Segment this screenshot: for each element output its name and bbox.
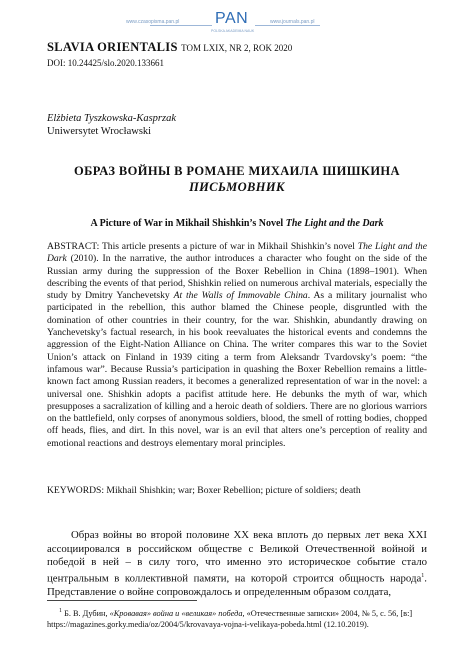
footnote-text-2: , «Отечественные записки» 2004, № 5, с. 56, [в:] https://magazines.gorky.media/oz/2004/5/krovavaya-vojna-i-velikaya-pobeda.html (12.10.2019). xyxy=(47,608,413,629)
abstract-novel-title: The Light and the Dark xyxy=(47,241,427,265)
keywords xyxy=(47,485,427,497)
keywords-label: KEYWORDS: xyxy=(47,485,105,496)
header-divider-right xyxy=(255,25,320,26)
title-english-novel: The Light and the Dark xyxy=(285,218,384,229)
pan-logo: PAN xyxy=(215,10,249,27)
header-url-right[interactable]: www.journals.pan.pl xyxy=(270,19,315,25)
header-url-left[interactable]: www.czasopisma.pan.pl xyxy=(126,19,180,25)
abstract-study-title: At the Walls of Immovable China xyxy=(173,290,308,302)
body-paragraph xyxy=(47,529,427,600)
journal-title xyxy=(47,40,292,55)
footnote-ref[interactable]: 1 xyxy=(421,572,425,579)
footnote-divider xyxy=(47,600,197,601)
footnote-number: 1 xyxy=(59,608,62,614)
abstract-text-2: (2010). In the narrative, the author introduces a character who fought on the side of the Russian army during the suppression of the Boxer Rebellion in China (1898–1901). When describing the events of that period, Shishkin relied on numerous archival materials, especially the study by Dmitry Yanchevetsky xyxy=(47,253,427,302)
abstract-label: ABSTRACT: xyxy=(47,241,100,252)
journal-name: SLAVIA ORIENTALIS xyxy=(47,40,178,54)
body-text-2: . Представление о войне сопровождалось и определенным образом солдата, xyxy=(47,572,427,598)
footnote xyxy=(47,606,427,630)
title-english xyxy=(47,218,427,229)
abstract-text-1: This article presents a picture of war in Mikhail Shishkin’s novel xyxy=(99,241,358,252)
title-english-prefix: A Picture of War in Mikhail Shishkin’s Novel xyxy=(90,218,286,229)
author-affiliation: Uniwersytet Wrocławski xyxy=(47,126,152,137)
doi[interactable]: DOI: 10.24425/slo.2020.133661 xyxy=(47,58,164,68)
author-name: Elżbieta Tyszkowska-Kasprzak xyxy=(47,113,177,124)
publisher-header xyxy=(0,8,473,38)
body-text-1: Образ войны во второй половине XX века вплоть до первых лет века XXI ассоциировался в российском обществе с Великой Отечественной войной и победой в ней – в силу того, что именно это историческое событие стало центральным в коллективной памяти, на которой строится общность народа xyxy=(47,529,427,585)
abstract-text-3: . As a military journalist who participated in the rebellion, this author blamed the Chinese people, disgruntled with the domination of other countries in their country, for the war. Shishkin, abundantly drawing on Yanchevetsky’s factual research, in his book reevaluates the historical events and condemns the aggression of the Eight-Nation Alliance on China. The writer compares this war to the Soviet Union’s attack on Finland in 1939 citing a term from Aleksandr Tvardovsky’s poem: “the infamous war”. Because Russia’s participation in quashing the Boxer Rebellion remains a little-known fact among Russian readers, it becomes a generalized representation of war in the novel: a universal one. Shishkin adopts a pacifist attitude here. He debunks the myth of war, which presupposes a sacralization of killing and a heroic death of soldiers. There are no glorious warriors on the battlefield, only corpses of anonymous soldiers, blood, the smell of rotting bodies, chopped off heads, flies, and dirt. In this novel, war is an evil that alters one’s perception of reality and emotional reactions and destroys elementary moral principles. xyxy=(47,290,427,449)
keywords-text: Mikhail Shishkin; war; Boxer Rebellion; picture of soldiers; death xyxy=(104,485,361,496)
title-russian-line1: ОБРАЗ ВОЙНЫ В РОМАНЕ МИХАИЛА ШИШКИНА xyxy=(73,164,400,178)
abstract xyxy=(47,241,427,450)
footnote-title: «Кровавая» война и «великая» победа xyxy=(109,608,243,618)
footnote-text-1: Б. В. Дубин, xyxy=(62,608,110,618)
journal-issue: TOM LXIX, NR 2, ROK 2020 xyxy=(181,43,293,53)
title-russian-line2: ПИСЬМОВНИК xyxy=(189,180,285,194)
pan-logo-subtitle: POLSKA AKADEMIA NAUK xyxy=(211,29,255,33)
header-divider-left xyxy=(150,25,212,26)
